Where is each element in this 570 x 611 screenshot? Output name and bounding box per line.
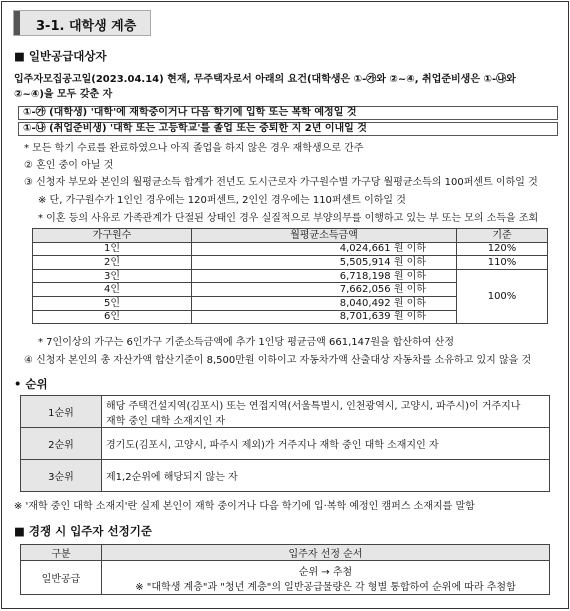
selection-note: ※ "대학생 계층"과 "청년 계층"의 일반공급물량은 각 형별 통합하여 순위에 따라 추첨함	[135, 581, 516, 593]
rank-heading: • 순위	[14, 377, 48, 391]
rank-label: 1순위	[21, 396, 102, 428]
selection-table	[20, 544, 550, 595]
table-row	[21, 545, 550, 561]
table-row	[33, 242, 548, 256]
rank-desc-line: 해당 주택건설지역(김포시) 또는 연접지역(서울특별시, 인천광역시, 고양시, 파주시)이 거주지나	[106, 400, 521, 412]
income-table	[32, 228, 548, 324]
table-row	[21, 396, 550, 428]
table-row	[21, 561, 550, 595]
selection-header-order: 입주자 선정 순서	[102, 545, 550, 561]
criterion-1b: ①-㉯ (취업준비생) '대학 또는 고등학교'를 졸업 또는 중퇴한 지 2년 이내일 것	[18, 122, 558, 136]
criterion-3-note-2: * 이혼 등의 사유로 가족관계가 단절된 상태인 경우 실질적으로 부양의무를 이행하고 있는 부 또는 모의 소득을 조회	[38, 213, 539, 224]
income-amount: 6,718,198 원 이하	[192, 269, 457, 283]
rank-label: 3순위	[21, 460, 102, 492]
selection-header-category: 구분	[21, 545, 102, 561]
income-header-amount: 월평균소득금액	[192, 229, 457, 243]
income-amount: 4,024,661 원 이하	[192, 242, 457, 256]
income-members: 1인	[33, 242, 192, 256]
rank-description: 제1,2순위에 해당되지 않는 자	[102, 460, 550, 492]
intro-line-2: ②~④)을 모두 갖춘 자	[14, 89, 113, 100]
criterion-3-note-1: ※ 단, 가구원수가 1인인 경우에는 120퍼센트, 2인인 경우에는 110퍼센트 이하일 것	[38, 195, 406, 206]
rank-description	[102, 396, 550, 428]
criterion-1a: ①-㉮ (대학생) '대학'에 재학중이거나 다음 학기에 입학 또는 복학 예정일 것	[18, 106, 558, 120]
intro-line-1: 입주자모집공고일(2023.04.14) 현재, 무주택자로서 아래의 요건(대학생은 ①-㉮와 ②~④, 취업준비생은 ①-㉯와	[14, 74, 516, 85]
table-row	[21, 460, 550, 492]
selection-order: 순위 → 추첨	[298, 566, 353, 578]
section-header	[13, 10, 151, 36]
income-standard: 100%	[457, 269, 548, 323]
income-amount: 5,505,914 원 이하	[192, 256, 457, 270]
income-standard: 110%	[457, 256, 548, 270]
income-amount: 7,662,056 원 이하	[192, 283, 457, 297]
campus-note: ※ '재학 중인 대학 소재지'란 실제 본인이 재학 중이거나 다음 학기에 입·복학 예정인 캠퍼스 소재지를 말함	[14, 501, 475, 512]
income-members: 4인	[33, 283, 192, 297]
income-header-members: 가구원수	[33, 229, 192, 243]
general-supply-heading: ■ 일반공급대상자	[14, 49, 107, 63]
income-members: 6인	[33, 310, 192, 324]
document-page	[1, 1, 569, 609]
selection-heading: ■ 경쟁 시 입주자 선정기준	[14, 524, 152, 538]
income-members: 3인	[33, 269, 192, 283]
section-title: 3-1. 대학생 계층	[36, 19, 137, 34]
rank-description: 경기도(김포시, 고양시, 파주시 제외)가 거주지나 재학 중인 대학 소재지인 자	[102, 428, 550, 460]
rank-desc-line: 재학 중인 대학 소재지인 자	[106, 415, 225, 427]
criterion-2: ② 혼인 중이 아닐 것	[24, 160, 114, 171]
note-graduation: * 모든 학기 수료를 완료하였으나 아직 졸업을 하지 않은 경우 재학생으로 간주	[24, 143, 364, 154]
income-members: 2인	[33, 256, 192, 270]
criterion-3: ③ 신청자 부모와 본인의 월평균소득 합계가 전년도 도시근로자 가구원수별 가구당 월평균소득의 100퍼센트 이하일 것	[24, 177, 538, 188]
income-amount: 8,040,492 원 이하	[192, 296, 457, 310]
header-accent-bar	[14, 11, 20, 35]
rank-table	[20, 395, 550, 492]
table-row	[33, 269, 548, 283]
criterion-4: ④ 신청자 본인의 총 자산가액 합산기준이 8,500만원 이하이고 자동차가액 산출대상 자동차를 소유하고 있지 않을 것	[24, 355, 532, 366]
table-row	[33, 256, 548, 270]
income-header-standard: 기준	[457, 229, 548, 243]
income-standard: 120%	[457, 242, 548, 256]
income-members: 5인	[33, 296, 192, 310]
rank-label: 2순위	[21, 428, 102, 460]
selection-row-label: 일반공급	[21, 561, 102, 595]
income-amount: 8,701,639 원 이하	[192, 310, 457, 324]
table-row	[21, 428, 550, 460]
selection-row-content	[102, 561, 550, 595]
criterion-3-note-3: * 7인이상의 가구는 6인가구 기준소득금액에 추가 1인당 평균금액 661,147원을 합산하여 산정	[38, 337, 455, 348]
